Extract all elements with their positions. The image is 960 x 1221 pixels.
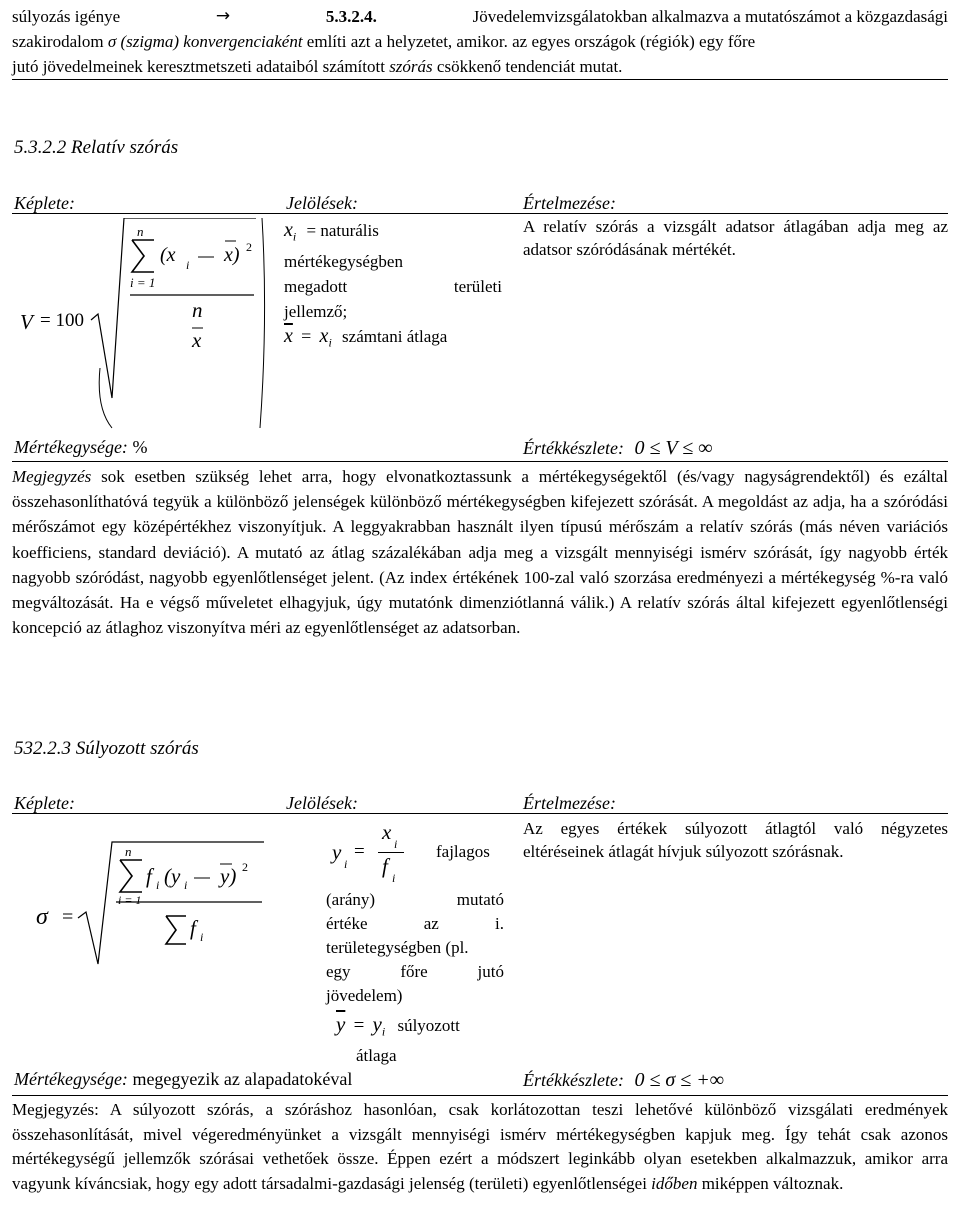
- weighted-std-formula: [16, 840, 266, 970]
- notation2-ybar-rhs: y: [372, 1012, 382, 1036]
- notation2-ybar-def2: átlaga: [356, 1046, 397, 1065]
- notation1-line2: mértékegységben: [284, 252, 403, 272]
- section1-unit-value: %: [132, 437, 148, 457]
- formula2-numer-y: (y: [164, 864, 181, 888]
- notation2-frac-line: [378, 852, 404, 853]
- notation2-frac-bot: f: [382, 854, 388, 878]
- section2-notation: [326, 820, 504, 1070]
- section2-unit-label: Mértékegysége:: [14, 1069, 128, 1089]
- formula1-sum-bottom: i = 1: [130, 275, 156, 290]
- notation2-line6: jövedelem): [326, 986, 403, 1005]
- section1-range-label: Értékkészlete:: [523, 438, 624, 458]
- notation2-line3-c: i.: [495, 914, 504, 933]
- section1-notation: [284, 218, 502, 356]
- notation2-line3-a: értéke: [326, 914, 368, 933]
- top-line3-b: szórás: [389, 57, 433, 76]
- section1-title: 5.3.2.2 Relatív szórás: [14, 137, 179, 158]
- divider-top: [12, 79, 948, 80]
- section1-unit-rule: [12, 461, 948, 462]
- section2-note-label: Megjegyzés:: [12, 1100, 99, 1119]
- section2-note-text-em: időben: [651, 1173, 698, 1193]
- top-paragraph: [12, 4, 948, 79]
- formula2-denom-f: f: [190, 916, 196, 940]
- notation1-xbar-row: [284, 324, 502, 355]
- notation2-line4: területegységben (pl.: [326, 938, 469, 957]
- top-line2-b: (szigma) konvergenciaként: [120, 32, 303, 51]
- formula2-numer-rest: y): [220, 864, 237, 888]
- formula2-numer-sup: 2: [242, 860, 248, 874]
- notation2-def1: fajlagos: [436, 842, 490, 861]
- section1-note-text: sok esetben szükség lehet arra, hogy elvonatkoztassunk a mértékegységektől (és/vagy nagyságrendektől) és ezáltal összehasonlíthatóvá tegyük a különböző jelenségek különböző mértékegységben kifejezett szórását. A megoldást az adja, ha a szóródási mérőszámot egy középértékhez viszonyítjuk. A leggyakrabban használt ilyen típusú mérőszám a relatív szórás (más néven variációs koefficiens, standard deviáció). A mutató az átlag százalékában adja meg a vizsgált mennyiségi ismérv szórását, így nagyobb érték nagyobb szóródást, nagyobb egyenlőtlenséget jelent. (Az index értékének 100-zal való szorzása eredményezi a mértékegység %-ra való megváltozását. Ha e végső műveletet elhagyjuk, úgy mutatónk dimenziótlanná válik.) A relatív szórás által kifejezett egyenlőtlenségi koncepció az átlaghoz viszonyítva méri az egyenlőtlenséget az adatsorban.: [12, 467, 949, 638]
- notation2-yi-sub: i: [344, 857, 348, 871]
- section2-range-label: Értékkészlete:: [523, 1070, 624, 1090]
- section-ref: 5.3.2.4.: [325, 7, 377, 26]
- formula1-lhs: V: [20, 310, 33, 334]
- section2-note-text-1: A súlyozott szórás, a szóráshoz hasonlóan, csak korlátozottan teszi lehetővé különböző vizsgálati eredmények összehasonlítását, mivel végeredményünket a vizsgált mennyiségi ismérv mértékegységben kapjuk meg. Így tehát csak azonos mértékegységű jellemzők szórásai vethetőek össze. Éppen ezért a módszert leginkább olyan esetekben alkalmazzuk, amikor arra vagyunk kíváncsiak, hogy egy adott társadalmi-gazdasági jelenség (területi) egyenlőtlenségei: [12, 1100, 948, 1193]
- section2-unit-rule: [12, 1095, 948, 1096]
- notation1-xi: x: [284, 219, 293, 241]
- formula1-numer-sub: i: [186, 258, 190, 272]
- notation1-line3: [284, 274, 502, 299]
- top-line-3: [12, 54, 948, 79]
- notation2-frac-top: x: [382, 820, 392, 844]
- notation1-def1: = naturális: [306, 221, 379, 240]
- section2-range: [523, 1069, 724, 1092]
- top-line1-b: Jövedelemvizsgálatokban alkalmazva a mutatószámot a közgazdasági: [472, 7, 948, 26]
- section1-range: [523, 437, 713, 460]
- formula2-numer-f-sub: i: [156, 878, 160, 892]
- section2-header-rule: [12, 813, 948, 814]
- sigma-symbol: σ: [107, 32, 117, 51]
- notation1-xbar: $\overline{x}$: [284, 325, 293, 348]
- section2-note: [12, 1098, 948, 1196]
- notation2-yi-eq: =: [354, 841, 365, 862]
- section1-col-meaning: Értelmezése:: [523, 193, 616, 213]
- formula1-denom-x: x: [192, 328, 202, 352]
- section2-title: 532.2.3 Súlyozott szórás: [14, 738, 199, 759]
- notation1-line3-b: területi: [453, 277, 502, 297]
- notation2-ybar-eq: =: [353, 1015, 365, 1036]
- section1-note: [12, 464, 948, 640]
- formula1-sum-top: n: [137, 224, 144, 239]
- formula2-sum-top: n: [125, 844, 132, 859]
- formula2-numer-y-sub: i: [184, 878, 188, 892]
- section2-col-formula: Képlete:: [14, 793, 75, 813]
- notation2-line2: (arány) mutató: [326, 890, 504, 909]
- section1-unit-label: Mértékegysége:: [14, 437, 128, 457]
- section2-note-text-2: miképpen változnak.: [701, 1173, 844, 1193]
- top-line3-c: csökkenő tendenciát mutat.: [436, 57, 623, 76]
- section1-meaning: A relatív szórás a vizsgált adatsor átlagában adja meg az adatsor szóródásának mértékét.: [523, 217, 948, 259]
- notation1-line4: jellemző;: [284, 302, 348, 322]
- relative-std-formula: [16, 218, 266, 432]
- notation1-line3-a: megadott: [284, 277, 348, 297]
- notation1-xbar-rhs-sub: i: [328, 335, 332, 350]
- top-line2-a: szakirodalom: [12, 32, 104, 51]
- section1-header-rule: [12, 213, 948, 214]
- notation2-line5-c: jutó: [477, 962, 504, 981]
- section2-meaning: Az egyes értékek súlyozott átlagtól való négyzetes eltéréseinek átlagát hívjuk súlyozott szórásnak.: [523, 819, 948, 861]
- notation1-xi-sub: i: [292, 229, 297, 244]
- top-line2-c: említi azt a helyzetet, amikor. az egyes országok (régiók) egy főre: [306, 32, 756, 51]
- top-line3-a: jutó jövedelmeinek keresztmetszeti adataiból számított: [12, 57, 385, 76]
- section2-col-meaning: Értelmezése:: [523, 793, 616, 813]
- section1-col-notation: Jelölések:: [286, 193, 358, 213]
- formula1-numer-sup: 2: [246, 240, 252, 254]
- notation1-xbar-eq: =: [301, 326, 312, 347]
- section2-range-value: 0 ≤ σ ≤ +∞: [634, 1069, 725, 1091]
- notation2-frac-bot-sub: i: [392, 871, 396, 885]
- notation1-xi-row: [284, 218, 502, 249]
- formula1-numer-rest: x): [224, 244, 240, 266]
- section1-note-label: Megjegyzés: [12, 467, 92, 486]
- top-line-2: [12, 29, 948, 54]
- notation2-line5-b: főre: [400, 962, 428, 981]
- notation2-line5: [326, 960, 504, 984]
- section2-col-notation: Jelölések:: [286, 793, 358, 813]
- formula1-numer: (x: [160, 244, 176, 266]
- notation2-line5-a: egy: [326, 962, 351, 981]
- notation2-yi-row: [326, 820, 504, 884]
- notation2-frac-top-sub: i: [394, 837, 398, 851]
- formula1-eq: = 100: [40, 310, 84, 331]
- notation2-line3-b: az: [423, 914, 439, 933]
- notation1-xbar-def: számtani átlaga: [342, 327, 448, 347]
- formula2-denom-f-sub: i: [200, 930, 204, 944]
- top-line1-a: súlyozás igénye: [12, 7, 121, 26]
- arrow-icon: →: [215, 6, 231, 26]
- notation2-ybar-rhs-sub: i: [381, 1024, 386, 1039]
- notation1-xbar-rhs: x: [319, 325, 329, 348]
- section2-unit-value: megegyezik az alapadatokéval: [132, 1069, 353, 1089]
- notation2-ybar: $\overline{y}$: [336, 1012, 346, 1036]
- formula2-numer-f: f: [146, 864, 152, 888]
- notation2-yi: y: [332, 840, 342, 864]
- notation2-ybar-row: [336, 1012, 506, 1043]
- formula2-eq: =: [62, 906, 74, 928]
- notation2-ybar-def: súlyozott: [397, 1016, 460, 1035]
- notation2-line3: [326, 912, 504, 936]
- section1-col-formula: Képlete:: [14, 193, 75, 213]
- formula1-denom-n: n: [192, 298, 203, 322]
- section1-range-value: 0 ≤ V ≤ ∞: [634, 437, 713, 459]
- formula2-lhs: σ: [36, 904, 48, 930]
- top-line-1: [12, 4, 948, 29]
- section2-unit: [14, 1069, 352, 1090]
- section1-unit: [14, 437, 147, 458]
- formula2-sum-bottom: i = 1: [118, 893, 142, 907]
